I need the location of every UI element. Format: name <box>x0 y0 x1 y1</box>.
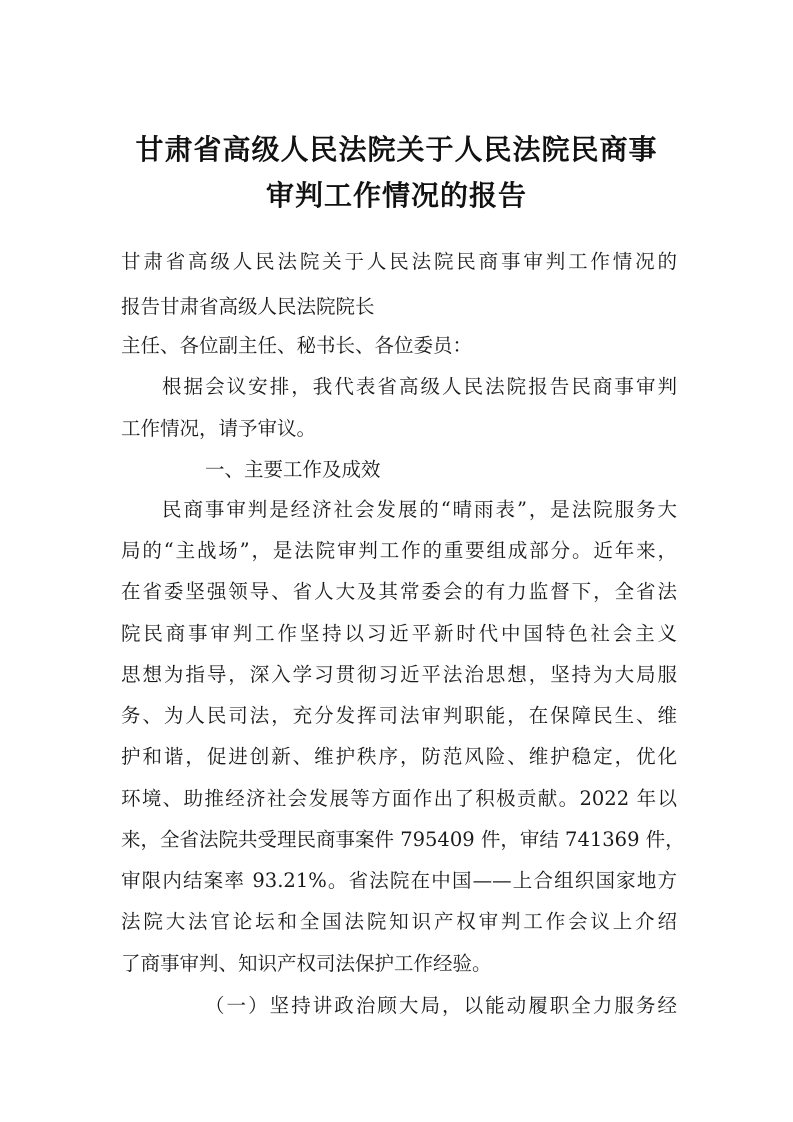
document-title-line-2: 审判工作情况的报告 <box>265 179 527 212</box>
paragraph-line: 局的“主战场”，是法院审判工作的重要组成部分。近年来， <box>121 539 677 562</box>
paragraph-line: 来，全省法院共受理民商事案件 795409 件，审结 741369 件， <box>121 828 685 851</box>
paragraph-line: 了商事审判、知识产权司法保护工作经验。 <box>121 952 492 975</box>
subsection-heading: （一）坚持讲政治顾大局，以能动履职全力服务经 <box>205 994 677 1017</box>
paragraph-line: 报告甘肃省高级人民法院院长 <box>121 295 375 318</box>
salutation-line: 主任、各位副主任、秘书长、各位委员： <box>121 334 473 357</box>
document-title-line-1: 甘肃省高级人民法院关于人民法院民商事 <box>135 133 658 166</box>
paragraph-line: 甘肃省高级人民法院关于人民法院民商事审判工作情况的 <box>121 250 677 273</box>
paragraph-line: 工作情况，请予审议。 <box>121 417 317 440</box>
paragraph-line: 环境、助推经济社会发展等方面作出了积极贡献。2022 年以 <box>121 787 677 810</box>
paragraph-line: 法院大法官论坛和全国法院知识产权审判工作会议上介绍 <box>121 910 677 933</box>
paragraph-line: 护和谐，促进创新、维护秩序，防范风险、维护稳定，优化 <box>121 745 677 768</box>
paragraph-line: 根据会议安排，我代表省高级人民法院报告民商事审判 <box>162 375 677 398</box>
paragraph-line: 民商事审判是经济社会发展的“晴雨表”，是法院服务大 <box>162 498 677 521</box>
paragraph-line: 院民商事审判工作坚持以习近平新时代中国特色社会主义 <box>121 622 677 645</box>
paragraph-line: 务、为人民司法，充分发挥司法审判职能，在保障民生、维 <box>121 704 677 727</box>
section-heading: 一、主要工作及成效 <box>205 458 381 481</box>
paragraph-line: 在省委坚强领导、省人大及其常委会的有力监督下，全省法 <box>121 580 677 603</box>
paragraph-line: 审限内结案率 93.21%。省法院在中国——上合组织国家地方 <box>121 869 677 892</box>
paragraph-line: 思想为指导，深入学习贯彻习近平法治思想，坚持为大局服 <box>121 663 677 686</box>
